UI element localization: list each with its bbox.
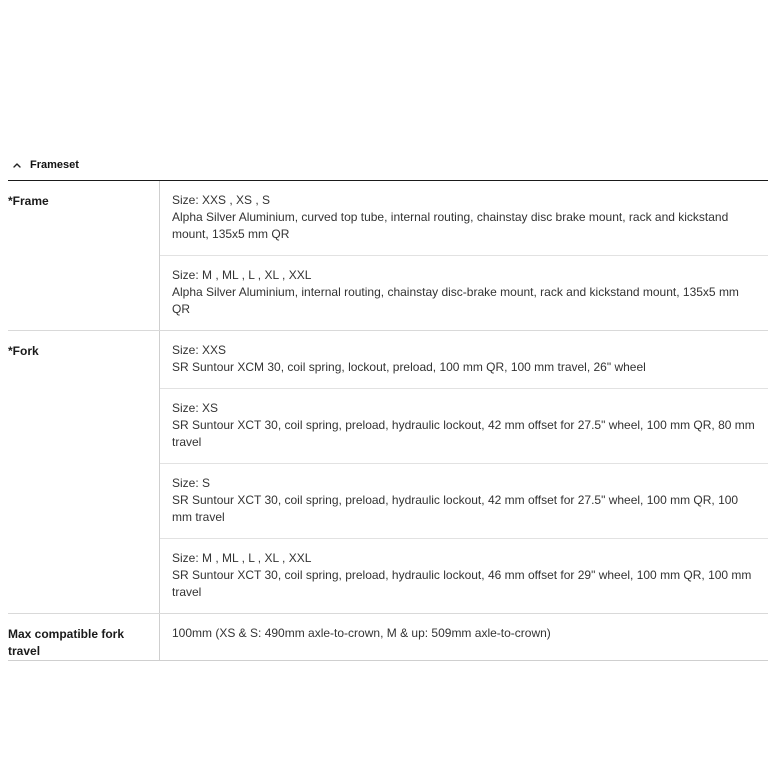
spec-variant — [160, 539, 768, 613]
section-title: Frameset — [30, 159, 79, 171]
spec-label: *Fork — [8, 331, 160, 614]
variant-size: Size: XXS — [172, 343, 227, 357]
spec-value — [160, 181, 769, 331]
spec-row-frame — [8, 181, 768, 331]
spec-variant — [160, 389, 768, 464]
spec-label: Max compatible fork travel — [8, 614, 160, 661]
frameset-section-toggle[interactable] — [8, 150, 768, 181]
variant-description: Alpha Silver Aluminium, internal routing, chainstay disc-brake mount, rack and kickstand mount, 135x5 mm QR — [172, 285, 739, 316]
variant-description: SR Suntour XCT 30, coil spring, preload, hydraulic lockout, 42 mm offset for 27.5" wheel, 100 mm QR, 100 mm travel — [172, 493, 739, 524]
spec-value — [160, 614, 769, 661]
frameset-spec-section — [8, 150, 768, 661]
spec-row-max-fork-travel — [8, 614, 768, 661]
variant-description: SR Suntour XCT 30, coil spring, preload, hydraulic lockout, 46 mm offset for 29" wheel, 100 mm QR, 100 mm travel — [172, 568, 752, 599]
variant-size: Size: S — [172, 476, 211, 490]
variant-size: Size: M , ML , L , XL , XXL — [172, 268, 312, 282]
variant-description: Alpha Silver Aluminium, curved top tube, internal routing, chainstay disc brake mount, rack and kickstand mount, 135x5 mm QR — [172, 210, 729, 241]
spec-variant — [160, 331, 768, 389]
variant-size: Size: XS — [172, 401, 219, 415]
variant-description: SR Suntour XCT 30, coil spring, preload, hydraulic lockout, 42 mm offset for 27.5" wheel, 100 mm QR, 80 mm travel — [172, 418, 755, 449]
spec-row-fork — [8, 331, 768, 614]
spec-table — [8, 181, 768, 661]
spec-variant — [160, 464, 768, 539]
spec-variant — [160, 256, 768, 330]
spec-value-text: 100mm (XS & S: 490mm axle-to-crown, M & up: 509mm axle-to-crown) — [172, 626, 551, 640]
variant-size: Size: XXS , XS , S — [172, 193, 271, 207]
spec-variant — [160, 181, 768, 256]
spec-value — [160, 331, 769, 614]
chevron-up-icon — [11, 159, 23, 171]
spec-label: *Frame — [8, 181, 160, 331]
variant-size: Size: M , ML , L , XL , XXL — [172, 551, 312, 565]
variant-description: SR Suntour XCM 30, coil spring, lockout, preload, 100 mm QR, 100 mm travel, 26" wheel — [172, 360, 646, 374]
